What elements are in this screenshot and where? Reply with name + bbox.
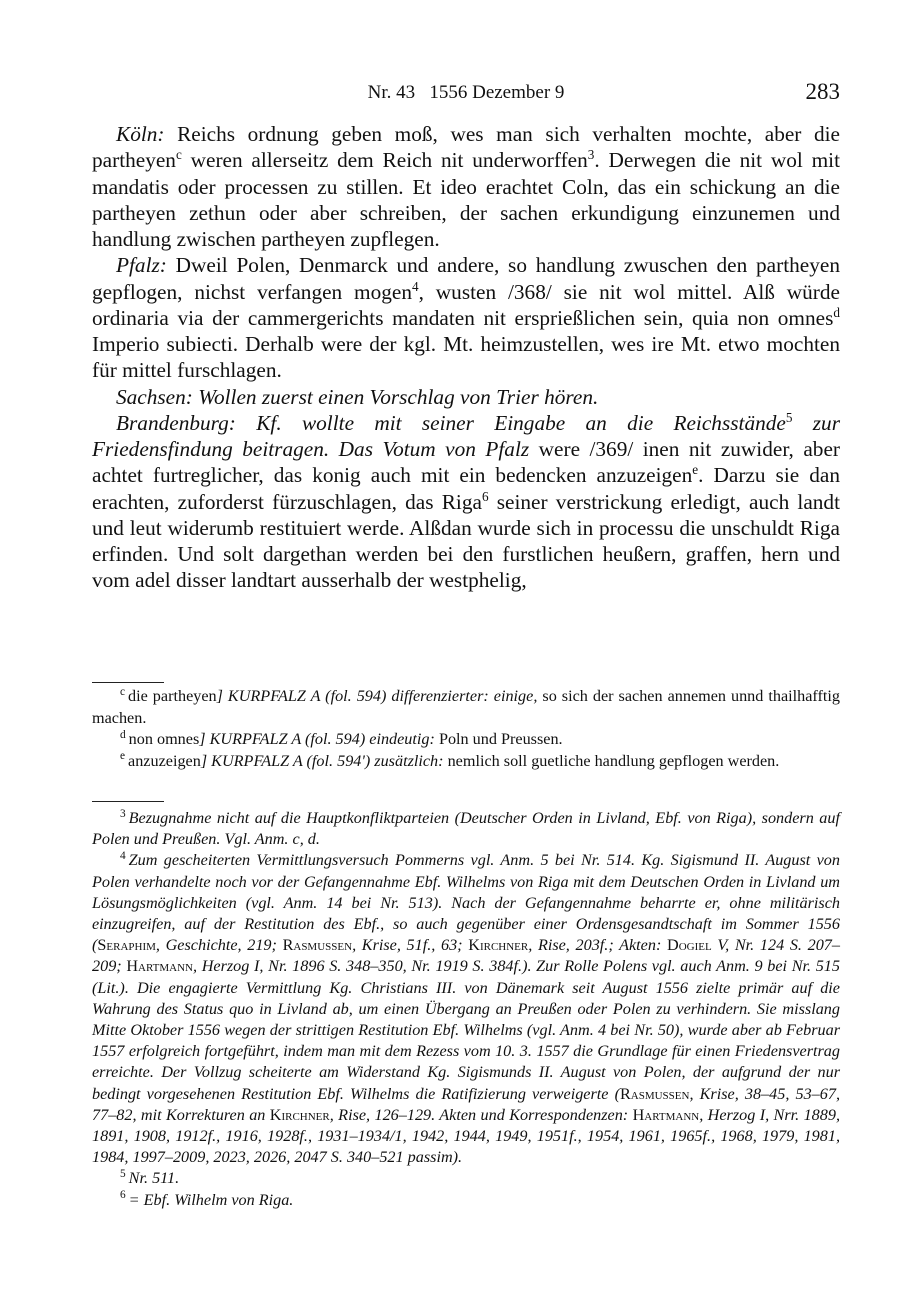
note-mark: e [692, 462, 699, 478]
note-text: , Krise, 38–45, 53–67, 77–82, mit Korrekturen an [92, 1084, 840, 1124]
paragraph-pfalz [92, 252, 840, 383]
note-mark: 5 [785, 409, 793, 425]
note-source: ] KURPFALZ A (fol. 594) differenzierter: einige, [216, 687, 538, 705]
note-text: nemlich soll guetliche handlung gepflogen werden. [443, 751, 780, 770]
note-source: ] KURPFALZ A (fol. 594') zusätzlich: [200, 751, 444, 770]
note-text: = Ebf. Wilhelm von Riga. [128, 1190, 294, 1209]
note-mark: c [120, 685, 126, 698]
note-mark: 5 [120, 1168, 126, 1181]
note-lemma: die partheyen [128, 687, 217, 705]
note-mark: d [120, 728, 126, 741]
paragraph-text: were /369/ inen nit zuwider, aber achtet furtreglicher, das konig auch mit ein bedencken anzuzeigen [92, 437, 840, 488]
author-name: Seraphim [97, 936, 156, 955]
note-mark: 6 [120, 1189, 126, 1202]
note-mark: e [120, 750, 126, 763]
paragraph-brandenburg [92, 410, 840, 594]
footnote-3 [92, 808, 840, 850]
paragraph-text: Sachsen: Wollen zuerst einen Vorschlag von Trier hören. [116, 384, 599, 409]
paragraph-text: Imperio subiecti. Derhalb were der kgl. Mt. heimzustellen, wes ire Mt. etwo mochten für mittel furschlagen. [92, 332, 840, 383]
speaker-label: Köln: [116, 122, 165, 146]
note-mark: d [833, 304, 840, 320]
author-name: Rasmussen [282, 936, 353, 955]
commentary-footnotes [92, 808, 840, 1211]
paragraph-text: Reichs ordnung geben moß, wes man sich verhalten mochte, aber die partheyen [92, 122, 840, 173]
page-number: 283 [805, 79, 840, 104]
speaker-label: Pfalz: [116, 253, 167, 278]
paragraph-koeln [92, 121, 840, 252]
critical-apparatus [92, 686, 840, 772]
paragraph-sachsen [92, 384, 840, 410]
running-head: Nr. 43 1556 Dezember 9 [367, 82, 565, 103]
paragraph-text: , wusten /368/ sie nit wol mittel. Alß würde ordinaria via der cammergerichts mandaten nit ersprießlichen sein, quia non omnes [92, 279, 840, 330]
note-lemma: non omnes [128, 730, 200, 748]
footnote-5 [92, 1168, 840, 1189]
footnote-divider [92, 801, 164, 802]
note-source: ] KURPFALZ A (fol. 594) eindeutig: [199, 730, 435, 748]
paragraph-text: weren allerseitz dem Reich nit underworffen [181, 148, 588, 173]
note-mark: 4 [412, 278, 419, 294]
note-text: , Herzog I, Nr. 1896 S. 348–350, Nr. 1919 S. 384f.). Zur Rolle Polens vgl. auch Anm. 9 bei Nr. 515 (Lit.). Die engagierte Vermittlung Kg. Christians III. von Dänemark seit August 1556 zielte primär auf die Wahrung des Status quo in Livland ab, um einen Übergang an Preußen oder Polen zu verhindern. Sie misslang Mitte Oktober 1556 wegen der strittigen Restitution Ebf. Wilhelms (vgl. Anm. 4 bei Nr. 50), wurde aber ab Februar 1557 erfolgreich fortgeführt, indem man mit dem Rezess vom 10. 3. 1557 die Grundlage für einen Friedensvertrag erreichte. Der Vollzug scheiterte am Widerstand Kg. Sigismunds II. August von Polen, der aufgrund der nur bedingt vorgesehenen Restitution Ebf. Wilhelms die Ratifizierung verweigerte ( [92, 957, 840, 1103]
note-text: V, Nr. 124 S. 207–209; [92, 936, 840, 976]
author-name: Hartmann [126, 957, 193, 976]
paragraph-text: zur Friedensfindung beitragen. Das Votum von Pfalz [92, 410, 840, 461]
critical-note [92, 729, 840, 751]
main-text [92, 121, 840, 594]
paragraph-text: Brandenburg: Kf. wollte mit seiner Eingabe an die Reichsstände [116, 410, 786, 435]
footnote-4 [92, 850, 840, 1168]
note-text: Poln und Preussen. [434, 730, 563, 748]
note-text: , Herzog I, Nrr. 1889, 1891, 1908, 1912f., 1916, 1928f., 1931–1934/1, 1942, 1944, 1949, 1951f., 1954, 1961, 1965f., 1968, 1979, 1981, 1984, 1997–2009, 2023, 2026, 2047 S. 340–521 passim). [92, 1105, 840, 1167]
note-lemma: anzuzeigen [128, 751, 201, 770]
paragraph-text: . Darzu sie dan erachten, zuforderst fürzuschlagen, das Riga [92, 463, 840, 514]
note-mark: 4 [120, 850, 126, 863]
note-text: , Rise, 203f.; Akten: [528, 936, 668, 955]
note-mark: c [175, 147, 182, 163]
paragraph-text: Dweil Polen, Denmarck und andere, so handlung zwuschen den partheyen gepflogen, nichst verfangen mogen [92, 253, 840, 304]
critical-note [92, 751, 840, 773]
note-text: , Geschichte, 219; [155, 936, 283, 955]
author-name: Dogiel [667, 936, 712, 955]
note-mark: 3 [120, 807, 126, 820]
critical-note [92, 686, 840, 729]
note-mark: 6 [481, 488, 489, 504]
author-name: Kirchner [468, 936, 529, 955]
note-mark: 3 [587, 147, 595, 163]
note-text: Bezugnahme nicht auf die Hauptkonfliktparteien (Deutscher Orden in Livland, Ebf. von Riga), sondern auf Polen und Preußen. Vgl. Anm. c, d. [92, 809, 840, 849]
note-text: Nr. 511. [128, 1169, 180, 1188]
paragraph-text: . Derwegen die nit wol mit mandatis oder processen zu stillen. Et ideo erachtet Coln, das ein schickung an die partheyen zethun oder aber schreiben, der sachen erkundigung einzunemen und handlung zwischen partheyen zupflegen. [92, 148, 840, 251]
author-name: Hartmann [632, 1105, 700, 1124]
note-text: Zum gescheiterten Vermittlungsversuch Pommerns vgl. Anm. 5 bei Nr. 514. Kg. Sigismund II. August von Polen verhandelte noch vor der Gefangennahme Ebf. Wilhelms von Riga mit dem Deutschen Orden in Livland um Lösungsmöglichkeiten (vgl. Anm. 14 bei Nr. 513). Nach der Gefangennahme beharrte er, ohne militärisch einzugreifen, auf der Restitution des Ebf., so auch gegenüber einer Ordensgesandtschaft im Sommer 1556 ( [92, 851, 840, 955]
paragraph-text: seiner verstrickung erledigt, auch landt und leut widerumb restituiert werde. Alßdan wurde sich in processu die unschuldt Riga erfinden. Und solt dargethan werden bei den furstlichen heußern, graffen, hern und vom adel disser landtart ausserhalb der westphelig, [92, 489, 840, 593]
footnote-divider [92, 682, 164, 683]
author-name: Kirchner [269, 1105, 330, 1124]
note-text: so sich der sachen annemen unnd thailhafftig machen. [92, 687, 840, 727]
note-text: , Rise, 126–129. Akten und Korrespondenzen: [329, 1105, 633, 1124]
footnote-6 [92, 1190, 840, 1211]
author-name: Rasmussen [619, 1084, 690, 1103]
note-text: , Krise, 51f., 63; [352, 936, 469, 955]
page-header [92, 76, 840, 106]
